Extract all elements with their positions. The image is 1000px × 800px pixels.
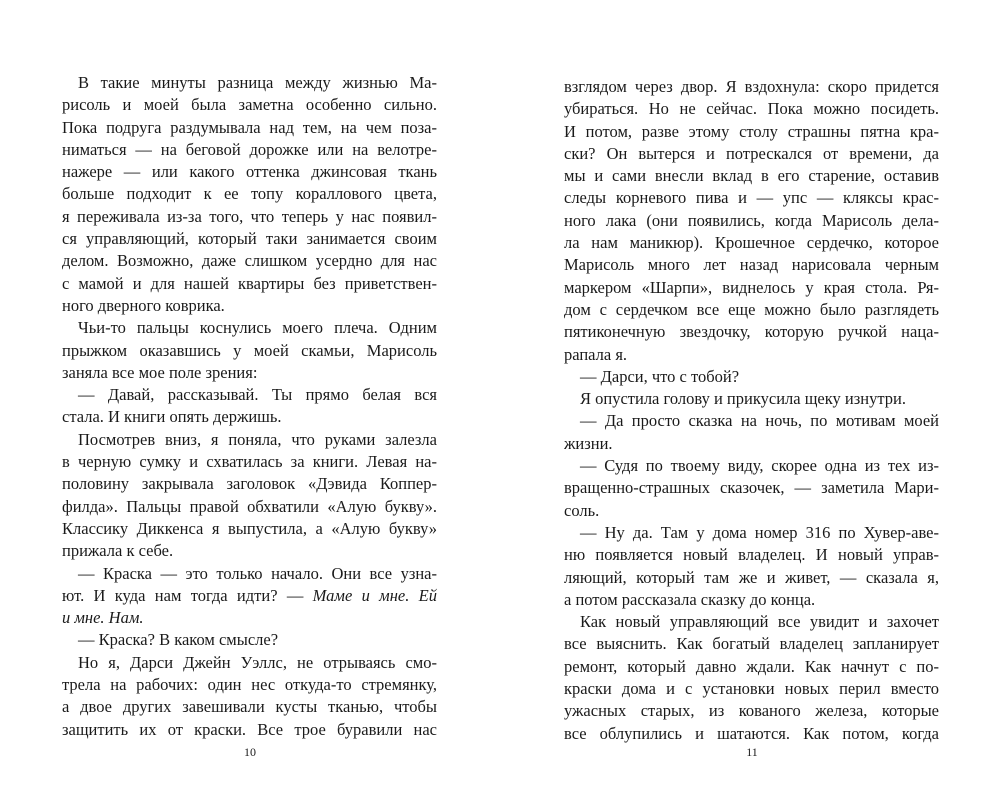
left-page-text bbox=[62, 72, 437, 741]
text-line-content: рапала я. bbox=[564, 344, 628, 364]
text-line bbox=[564, 723, 939, 745]
text-line bbox=[62, 607, 437, 629]
text-line-content: ню появляется новый владелец. И новый управ- bbox=[564, 545, 939, 565]
text-line bbox=[564, 344, 939, 366]
text-line-content: в черную сумку и схватилась за книги. Левая на- bbox=[62, 452, 437, 472]
page-number-right: 11 bbox=[746, 745, 758, 759]
page-number-left: 10 bbox=[244, 745, 256, 759]
text-line bbox=[564, 98, 939, 120]
text-line-content: все облупились и шатаются. Как потом, когда bbox=[564, 723, 939, 743]
text-line-content: Я опустила голову и прикусила щеку изнутри. bbox=[580, 389, 906, 409]
text-line-content: — Краска — это только начало. Они все узна- bbox=[78, 563, 437, 583]
text-line-content: дом с сердечком все еще можно было разглядеть bbox=[564, 299, 939, 319]
text-line bbox=[62, 540, 437, 562]
text-line bbox=[564, 500, 939, 522]
text-line bbox=[564, 254, 939, 276]
text-line bbox=[564, 477, 939, 499]
text-line-content: трела на рабочих: один нес откуда-то стремянку, bbox=[62, 675, 437, 695]
text-line bbox=[564, 187, 939, 209]
text-line-content: Марисоль много лет назад нарисовала черным bbox=[564, 255, 939, 275]
text-line bbox=[62, 183, 437, 205]
text-line bbox=[62, 340, 437, 362]
text-line-content: следы корневого пива и — упс — кляксы крас- bbox=[564, 188, 939, 208]
text-line bbox=[62, 629, 437, 651]
text-line bbox=[564, 700, 939, 722]
text-line-content: ного лака (они появились, когда Марисоль дела- bbox=[564, 210, 939, 230]
text-line bbox=[564, 522, 939, 544]
text-line-content: убираться. Но не сейчас. Пока можно посидеть. bbox=[564, 99, 939, 119]
text-line-content: рисоль и моей была заметна особенно сильно. bbox=[62, 95, 437, 115]
text-line bbox=[62, 496, 437, 518]
text-line-content: ла нам маникюр). Крошечное сердечко, которое bbox=[564, 233, 939, 253]
text-line bbox=[564, 388, 939, 410]
text-line-content: взглядом через двор. Я вздохнула: скоро придется bbox=[564, 77, 939, 96]
text-line-content: В такие минуты разница между жизнью Ма- bbox=[78, 73, 437, 92]
text-line-content: — Да просто сказка на ночь, по мотивам моей bbox=[580, 411, 939, 431]
text-line-content: мы и сами внесли вклад в его старение, оставив bbox=[564, 166, 939, 186]
text-line bbox=[62, 451, 437, 473]
text-line bbox=[564, 165, 939, 187]
text-line-content: половину закрывала заголовок «Дэвида Коппер- bbox=[62, 474, 437, 494]
text-line-content: а потом рассказала сказку до конца. bbox=[564, 589, 816, 609]
text-line-content: Как новый управляющий все увидит и захочет bbox=[580, 612, 939, 632]
text-line bbox=[564, 589, 939, 611]
text-line bbox=[62, 719, 437, 741]
text-line bbox=[62, 652, 437, 674]
italic-text: Маме и мне. Ей bbox=[312, 585, 437, 605]
text-line bbox=[62, 696, 437, 718]
text-line-content: заняла все мое поле зрения: bbox=[62, 362, 258, 382]
text-line bbox=[62, 406, 437, 428]
text-line bbox=[62, 585, 437, 607]
text-line-content: прыжком оказавшись у моей скамьи, Марисоль bbox=[62, 340, 437, 360]
text-line bbox=[62, 317, 437, 339]
text-line bbox=[564, 366, 939, 388]
text-line-content: нажере — или какого оттенка джинсовая ткань bbox=[62, 162, 437, 182]
text-line bbox=[62, 518, 437, 540]
text-line bbox=[564, 76, 939, 98]
text-line bbox=[62, 384, 437, 406]
text-line-content: ремонт, который давно ждали. Как начнут с по- bbox=[564, 656, 939, 676]
text-line bbox=[564, 567, 939, 589]
text-line-content: И потом, разве этому столу страшны пятна кра- bbox=[564, 121, 939, 141]
text-line bbox=[62, 674, 437, 696]
text-line-content: пятиконечную звездочку, которую ручкой наца- bbox=[564, 322, 939, 342]
text-line bbox=[62, 139, 437, 161]
text-line bbox=[62, 72, 437, 94]
text-line bbox=[564, 544, 939, 566]
text-line-content: Чьи-то пальцы коснулись моего плеча. Одним bbox=[78, 318, 437, 338]
text-line bbox=[62, 429, 437, 451]
text-line-content: я переживала из-за того, что теперь у нас появил- bbox=[62, 206, 437, 226]
text-line-content: Посмотрев вниз, я поняла, что руками залезла bbox=[78, 429, 437, 449]
right-page bbox=[564, 76, 939, 745]
text-line-content: — Ну да. Там у дома номер 316 по Хувер-аве- bbox=[580, 522, 939, 542]
text-line-content: — Судя по твоему виду, скорее одна из тех из- bbox=[580, 456, 939, 476]
text-line bbox=[564, 433, 939, 455]
text-line bbox=[564, 656, 939, 678]
text-line bbox=[564, 121, 939, 143]
italic-text: и мне. Нам. bbox=[62, 608, 144, 628]
text-line bbox=[564, 299, 939, 321]
text-line-content: ниматься — на беговой дорожке или на велотре- bbox=[62, 139, 437, 159]
text-line bbox=[564, 611, 939, 633]
text-line-content: маркером «Шарпи», виднелось у края стола. Ря- bbox=[564, 277, 939, 297]
text-line-content: ют. И куда нам тогда идти? — bbox=[62, 585, 313, 605]
text-line bbox=[564, 455, 939, 477]
text-line-content: жизни. bbox=[564, 433, 613, 453]
text-line-content: Но я, Дарси Джейн Уэллс, не отрываясь смо- bbox=[78, 652, 437, 672]
text-line bbox=[62, 473, 437, 495]
text-line-content: — Краска? В каком смысле? bbox=[78, 630, 279, 650]
text-line-content: делом. Возможно, даже слишком усердно для нас bbox=[62, 251, 437, 271]
text-line bbox=[62, 161, 437, 183]
text-line bbox=[564, 678, 939, 700]
text-line bbox=[62, 563, 437, 585]
left-page bbox=[62, 72, 437, 741]
text-line bbox=[564, 410, 939, 432]
text-line-content: ужасных старых, из кованого железа, которые bbox=[564, 701, 939, 721]
text-line-content: Классику Диккенса я выпустила, а «Алую букву» bbox=[62, 518, 437, 538]
text-line bbox=[62, 273, 437, 295]
text-line-content: вращенно-страшных сказочек, — заметила Мари- bbox=[564, 478, 939, 498]
text-line-content: все выяснить. Как богатый владелец запланирует bbox=[564, 634, 939, 654]
text-line bbox=[564, 277, 939, 299]
text-line-content: стала. И книги опять держишь. bbox=[62, 407, 282, 427]
text-line bbox=[62, 362, 437, 384]
text-line bbox=[62, 206, 437, 228]
text-line bbox=[62, 117, 437, 139]
text-line bbox=[62, 94, 437, 116]
text-line bbox=[564, 633, 939, 655]
text-line-content: ного дверного коврика. bbox=[62, 295, 225, 315]
text-line-content: соль. bbox=[564, 500, 600, 520]
text-line bbox=[564, 143, 939, 165]
text-line-content: Пока подруга раздумывала над тем, на чем поза- bbox=[62, 117, 437, 137]
text-line-content: с мамой и для нашей квартиры без приветствен- bbox=[62, 273, 437, 293]
text-line-content: филда». Пальцы правой обхватили «Алую букву». bbox=[62, 496, 437, 516]
text-line bbox=[564, 210, 939, 232]
text-line-content: ся управляющий, который таки занимается своим bbox=[62, 229, 437, 249]
text-line bbox=[564, 321, 939, 343]
right-page-text bbox=[564, 76, 939, 745]
text-line-content: защитить их от краски. Все трое буравили нас bbox=[62, 719, 437, 739]
text-line bbox=[62, 250, 437, 272]
text-line-content: ски? Он вытерся и потрескался от времени, да bbox=[564, 143, 939, 163]
text-line-content: краски дома и с установки новых перил вместо bbox=[564, 679, 939, 699]
text-line bbox=[62, 295, 437, 317]
text-line-content: прижала к себе. bbox=[62, 541, 174, 561]
text-line-content: а двое других завешивали кусты тканью, чтобы bbox=[62, 697, 437, 717]
text-line-content: — Дарси, что с тобой? bbox=[580, 366, 740, 386]
text-line-content: больше подходит к ее топу кораллового цвета, bbox=[62, 184, 437, 204]
text-line-content: ляющий, который там же и живет, — сказала я, bbox=[564, 567, 939, 587]
text-line bbox=[564, 232, 939, 254]
text-line bbox=[62, 228, 437, 250]
text-line-content: — Давай, рассказывай. Ты прямо белая вся bbox=[78, 385, 437, 405]
